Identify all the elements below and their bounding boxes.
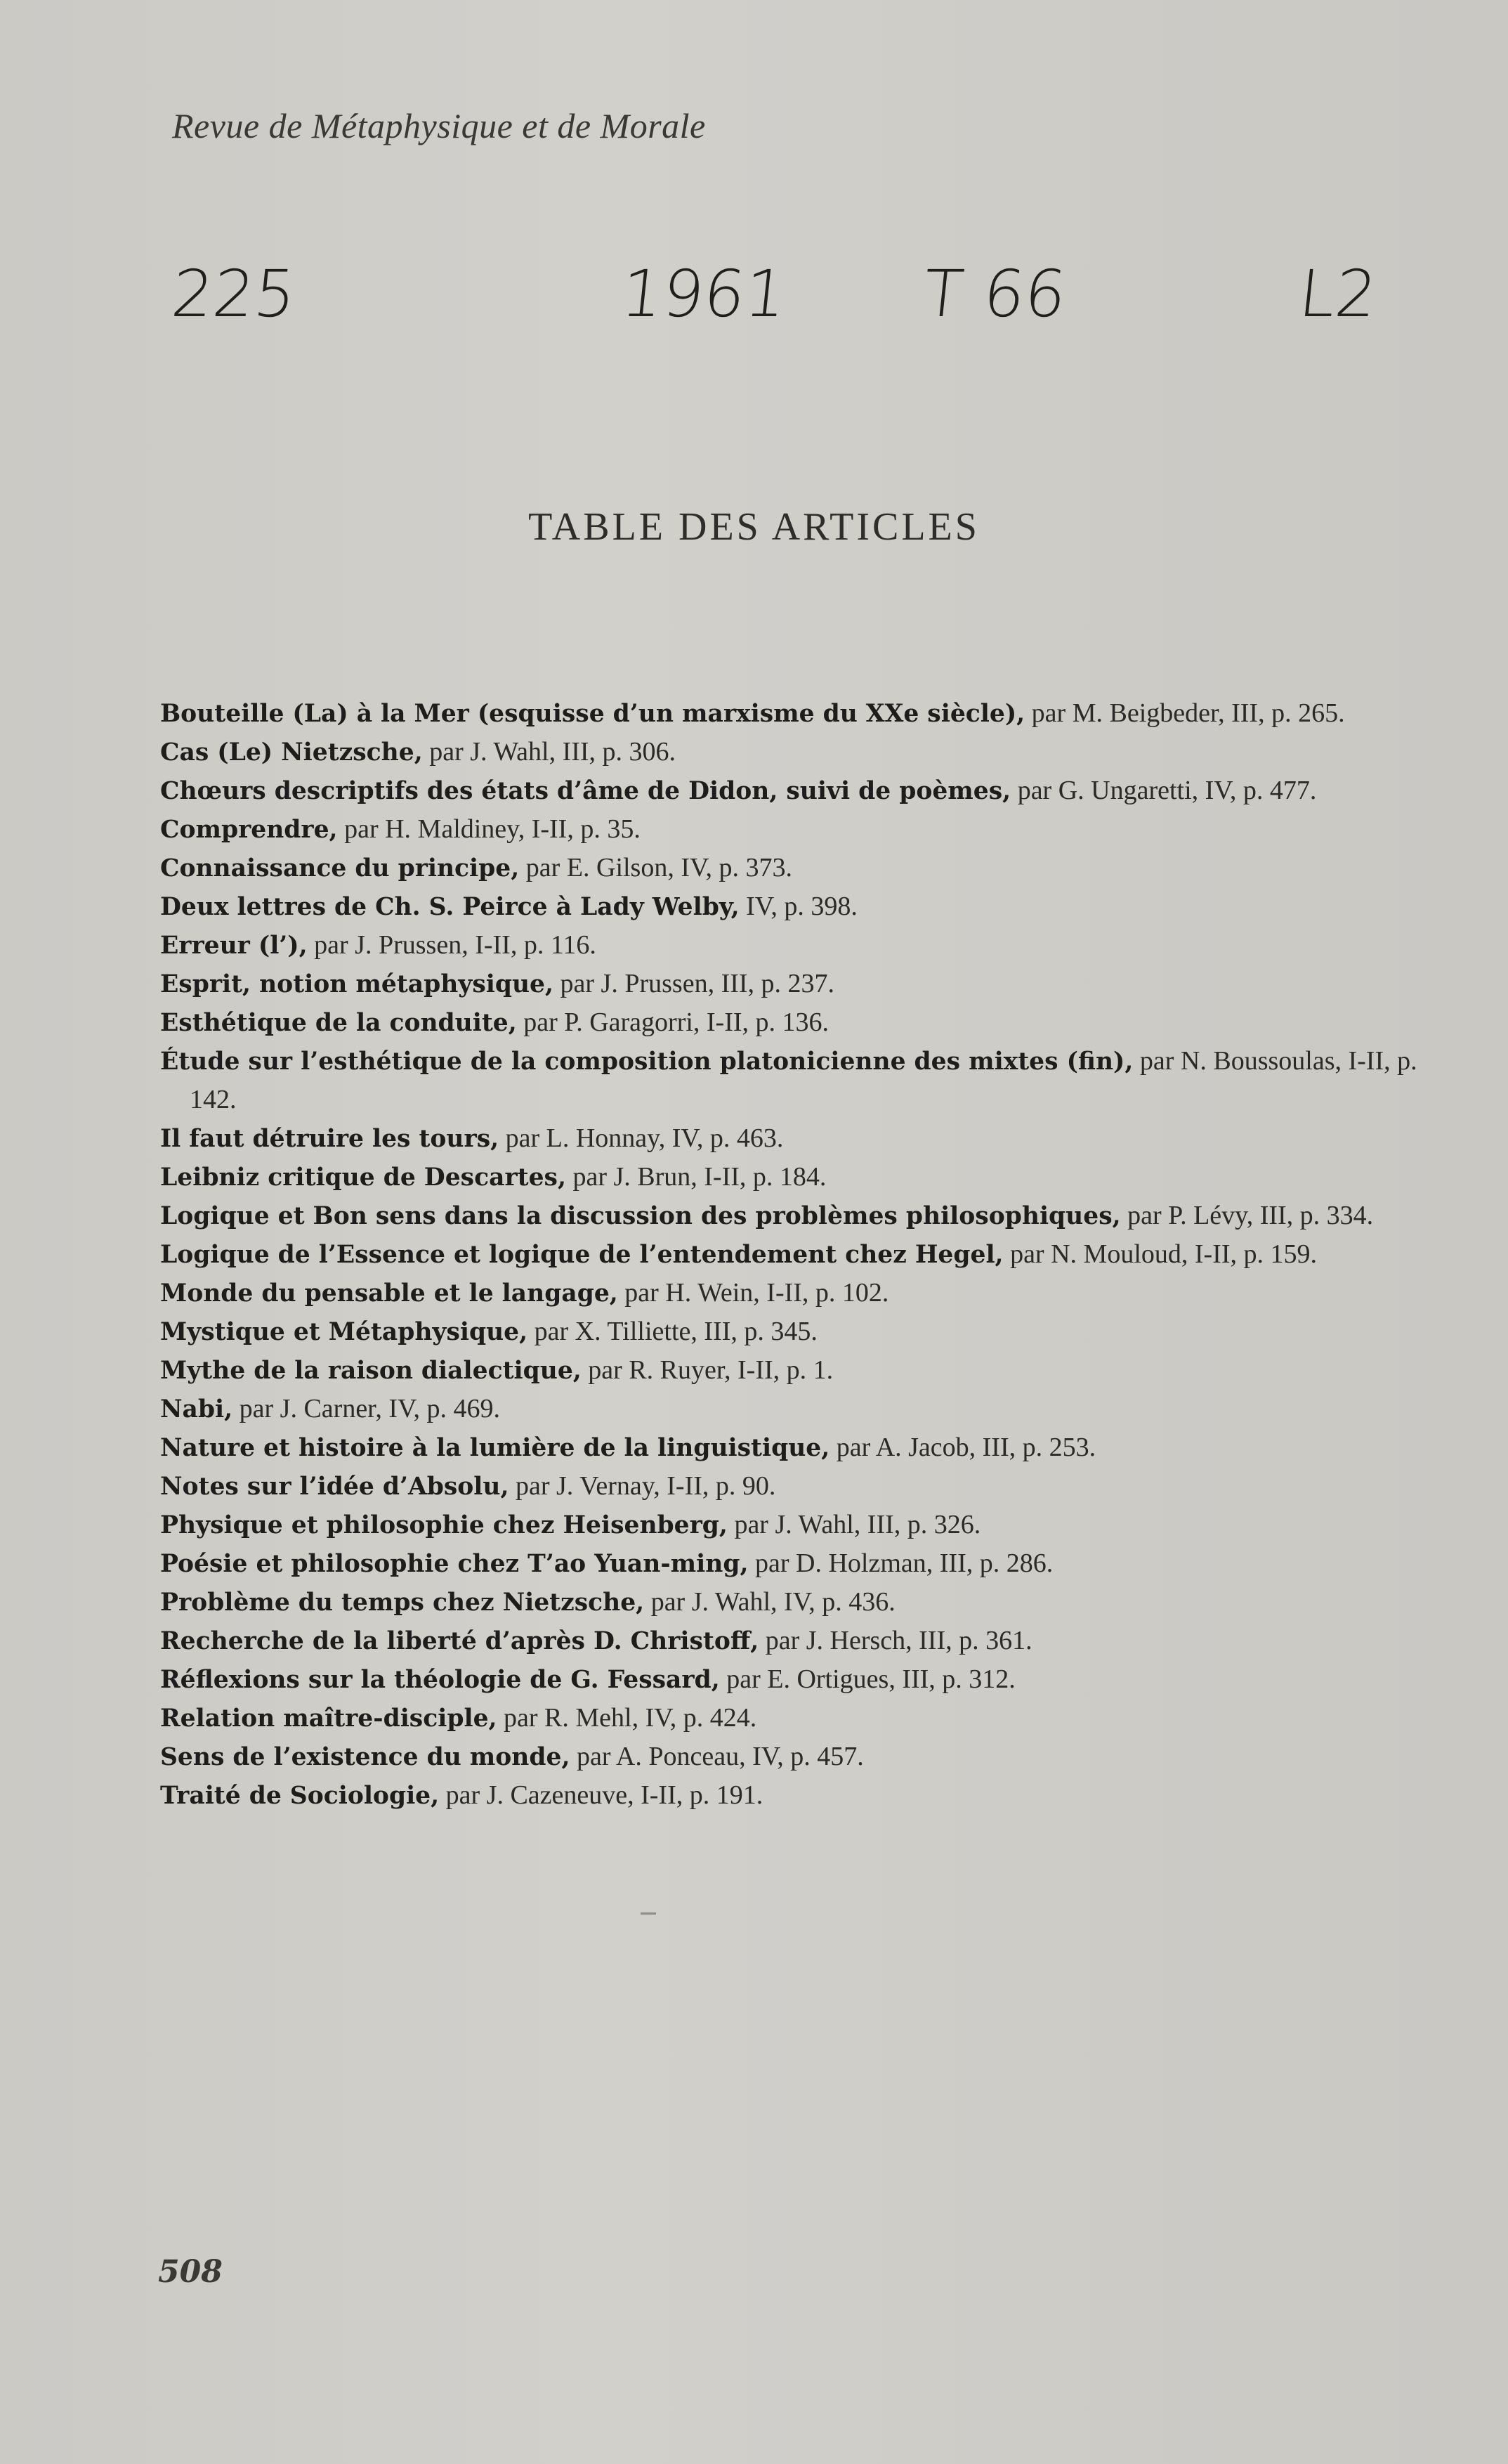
article-reference: par M. Beigbeder, III, p. 265. — [1025, 698, 1345, 728]
article-title: Nature et histoire à la lumière de la linguistique, — [160, 1434, 830, 1462]
article-reference: par H. Maldiney, I-II, p. 35. — [337, 814, 641, 844]
article-entry — [160, 965, 1424, 1003]
article-reference: IV, p. 398. — [739, 892, 858, 921]
article-reference: par E. Ortigues, III, p. 312. — [719, 1664, 1016, 1694]
article-entry — [160, 1738, 1424, 1776]
article-title: Sens de l’existence du monde, — [160, 1743, 570, 1771]
article-reference: par A. Jacob, III, p. 253. — [830, 1433, 1096, 1462]
article-entry — [160, 694, 1424, 733]
article-entry — [160, 1583, 1424, 1622]
article-entry — [160, 1544, 1424, 1583]
article-reference: par R. Ruyer, I-II, p. 1. — [581, 1355, 834, 1385]
article-title: Leibniz critique de Descartes, — [160, 1163, 566, 1192]
article-reference: par J. Hersch, III, p. 361. — [759, 1626, 1032, 1655]
article-title: Poésie et philosophie chez T’ao Yuan-ming, — [160, 1550, 749, 1578]
article-title: Monde du pensable et le langage, — [160, 1279, 618, 1308]
article-entry — [160, 1699, 1424, 1738]
article-title: Deux lettres de Ch. S. Peirce à Lady Welby, — [160, 893, 740, 921]
article-title: Connaissance du principe, — [160, 854, 520, 882]
article-entry — [160, 926, 1424, 965]
article-entry — [160, 887, 1424, 926]
journal-header: Revue de Métaphysique et de Morale — [172, 106, 706, 145]
article-title: Chœurs descriptifs des états d’âme de Didon, suivi de poèmes, — [160, 777, 1011, 805]
article-entry — [160, 1042, 1424, 1119]
article-entry — [160, 1467, 1424, 1506]
article-entry — [160, 1776, 1424, 1815]
article-reference: par D. Holzman, III, p. 286. — [748, 1549, 1054, 1578]
separator-dash — [641, 1912, 656, 1915]
article-entry — [160, 849, 1424, 887]
article-reference: par J. Prussen, I-II, p. 116. — [307, 930, 596, 960]
article-reference: par P. Garagorri, I-II, p. 136. — [516, 1008, 830, 1037]
article-entry — [160, 1119, 1424, 1158]
article-entry — [160, 1312, 1424, 1351]
article-title: Traité de Sociologie, — [160, 1782, 440, 1810]
handwritten-mark-2: 1961 — [617, 256, 790, 332]
article-title: Cas (Le) Nietzsche, — [160, 738, 423, 767]
article-title: Nabi, — [160, 1395, 233, 1423]
article-list — [160, 694, 1424, 1815]
article-title: Notes sur l’idée d’Absolu, — [160, 1473, 509, 1501]
article-reference: par N. Boussoulas, I-II, p. 142. — [190, 1046, 1417, 1114]
article-title: Erreur (l’), — [160, 932, 308, 960]
article-reference: par J. Wahl, III, p. 306. — [422, 737, 676, 767]
handwritten-mark-4: L2 — [1295, 256, 1381, 332]
article-entry — [160, 733, 1424, 771]
article-title: Relation maître-disciple, — [160, 1704, 497, 1733]
article-entry — [160, 1622, 1424, 1660]
article-entry — [160, 1003, 1424, 1042]
article-entry — [160, 1390, 1424, 1428]
article-title: Esprit, notion métaphysique, — [160, 970, 554, 998]
article-title: Réflexions sur la théologie de G. Fessard, — [160, 1666, 720, 1694]
article-reference: par G. Ungaretti, IV, p. 477. — [1011, 776, 1317, 805]
article-reference: par E. Gilson, IV, p. 373. — [519, 853, 793, 882]
handwritten-mark-3: T 66 — [919, 256, 1070, 332]
article-entry — [160, 1506, 1424, 1544]
article-reference: par A. Ponceau, IV, p. 457. — [570, 1742, 864, 1771]
article-reference: par J. Wahl, IV, p. 436. — [644, 1587, 896, 1617]
article-entry — [160, 1197, 1424, 1235]
article-reference: par H. Wein, I-II, p. 102. — [617, 1278, 889, 1308]
article-title: Bouteille (La) à la Mer (esquisse d’un marxisme du XXe siècle), — [160, 700, 1025, 728]
article-title: Esthétique de la conduite, — [160, 1009, 517, 1037]
article-entry — [160, 1235, 1424, 1274]
handwritten-mark-1: 225 — [168, 256, 300, 332]
article-entry — [160, 1274, 1424, 1312]
article-reference: par J. Wahl, III, p. 326. — [727, 1510, 981, 1539]
article-reference: par J. Brun, I-II, p. 184. — [565, 1162, 827, 1192]
article-reference: par N. Mouloud, I-II, p. 159. — [1003, 1239, 1317, 1269]
article-title: Étude sur l’esthétique de la composition platonicienne des mixtes (fin), — [160, 1048, 1134, 1076]
article-entry — [160, 1428, 1424, 1467]
article-entry — [160, 1660, 1424, 1699]
article-reference: par L. Honnay, IV, p. 463. — [499, 1123, 784, 1153]
article-title: Recherche de la liberté d’après D. Christoff, — [160, 1627, 759, 1655]
article-title: Mystique et Métaphysique, — [160, 1318, 528, 1346]
article-reference: par J. Prussen, III, p. 237. — [553, 969, 835, 998]
article-title: Problème du temps chez Nietzsche, — [160, 1589, 645, 1617]
article-title: Logique et Bon sens dans la discussion des problèmes philosophiques, — [160, 1202, 1121, 1230]
article-title: Mythe de la raison dialectique, — [160, 1357, 582, 1385]
article-reference: par R. Mehl, IV, p. 424. — [497, 1703, 757, 1733]
article-title: Physique et philosophie chez Heisenberg, — [160, 1511, 728, 1539]
article-entry — [160, 771, 1424, 810]
article-title: Comprendre, — [160, 816, 338, 844]
article-reference: par P. Lévy, III, p. 334. — [1120, 1201, 1374, 1230]
page-number: 508 — [158, 2254, 223, 2290]
article-entry — [160, 1351, 1424, 1390]
section-title: TABLE DES ARTICLES — [528, 505, 980, 549]
article-title: Il faut détruire les tours, — [160, 1125, 499, 1153]
article-reference: par J. Carner, IV, p. 469. — [232, 1394, 501, 1423]
article-entry — [160, 1158, 1424, 1197]
article-reference: par X. Tilliette, III, p. 345. — [527, 1317, 818, 1346]
article-title: Logique de l’Essence et logique de l’entendement chez Hegel, — [160, 1241, 1004, 1269]
article-entry — [160, 810, 1424, 849]
article-reference: par J. Vernay, I-II, p. 90. — [509, 1471, 776, 1501]
article-reference: par J. Cazeneuve, I-II, p. 191. — [439, 1780, 763, 1810]
